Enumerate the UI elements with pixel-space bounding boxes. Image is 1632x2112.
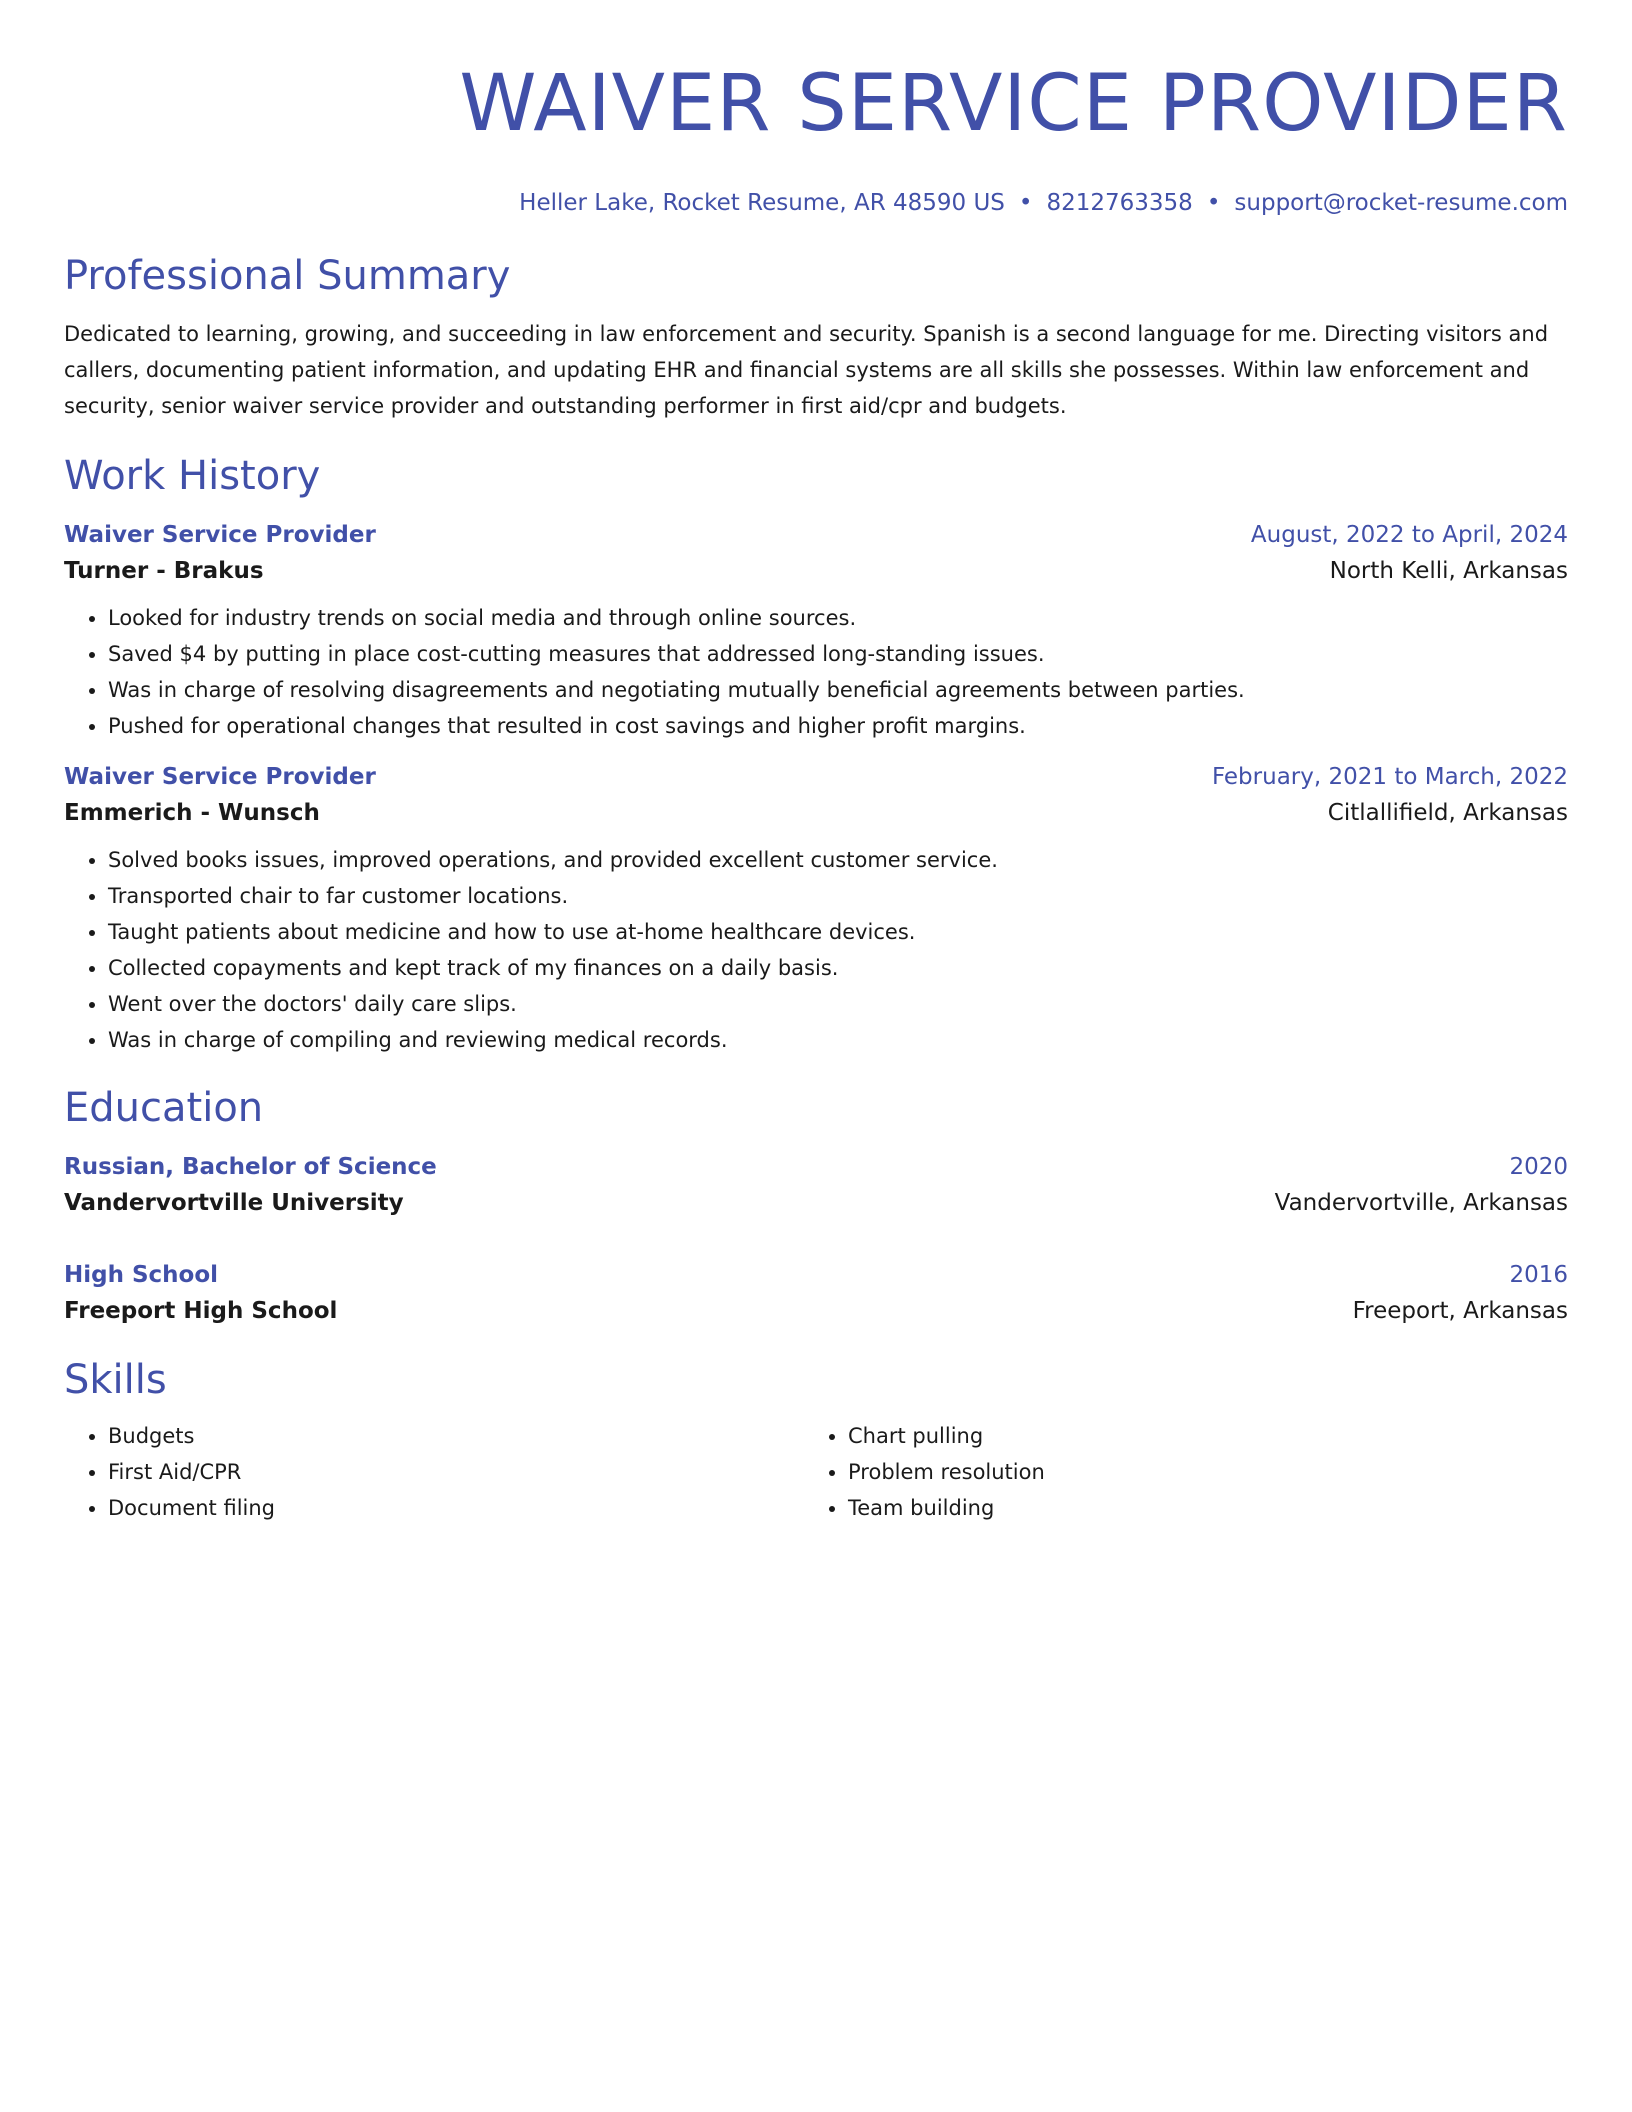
skills-list: [64, 1418, 804, 1526]
education-entry: [64, 1150, 1568, 1222]
education-section: [64, 1084, 1568, 1330]
education-header-row: [64, 1150, 1568, 1184]
contact-separator: •: [1018, 190, 1033, 216]
job-title: Waiver Service Provider: [64, 764, 376, 790]
job-bullet: • Went over the doctors' daily care slips.: [108, 986, 1568, 1022]
resume-page: [64, 0, 1568, 1526]
education-year: 2020: [1509, 1154, 1568, 1180]
job-title: Waiver Service Provider: [64, 522, 376, 548]
summary-text: Dedicated to learning, growing, and succeeding in law enforcement and security. Spanish is a second language for me. Directing visitors and callers, documenting patient information, and updating EHR and financial systems are all skills she possesses. Within law enforcement and security, senior waiver service provider and outstanding performer in first aid/cpr and budgets.: [64, 322, 1549, 418]
contact-email: support@rocket-resume.com: [1234, 190, 1568, 216]
job-company-row: [64, 552, 1568, 590]
summary-section: [64, 252, 1568, 424]
education-header-row: [64, 1258, 1568, 1292]
job-bullet: • Pushed for operational changes that resulted in cost savings and higher profit margins.: [108, 708, 1568, 744]
job-bullet: • Solved books issues, improved operations, and provided excellent customer service.: [108, 842, 1568, 878]
job-bullets: [64, 600, 1568, 744]
skills-list: [804, 1418, 1544, 1526]
job-bullet: • Taught patients about medicine and how to use at-home healthcare devices.: [108, 914, 1568, 950]
job-bullet: • Was in charge of resolving disagreements and negotiating mutually beneficial agreements between parties.: [108, 672, 1568, 708]
resume-title: WAIVER SERVICE PROVIDER: [459, 59, 1568, 149]
contact-address: Heller Lake, Rocket Resume, AR 48590 US: [519, 190, 1005, 216]
education-degree: Russian, Bachelor of Science: [64, 1154, 437, 1180]
education-school: Freeport High School: [64, 1298, 338, 1324]
contact-line: [64, 188, 1568, 218]
education-location: Vandervortville, Arkansas: [1274, 1190, 1568, 1216]
contact-phone: 8212763358: [1046, 190, 1193, 216]
skill-item: • Problem resolution: [848, 1454, 1544, 1490]
job-dates: February, 2021 to March, 2022: [1211, 764, 1568, 790]
skills-heading: Skills: [64, 1357, 167, 1403]
summary-heading: Professional Summary: [64, 253, 511, 299]
job-location: North Kelli, Arkansas: [1329, 558, 1568, 584]
education-school: Vandervortville University: [64, 1190, 404, 1216]
education-school-row: [64, 1292, 1568, 1330]
job-entry: [64, 518, 1568, 744]
skills-column-right: [804, 1418, 1544, 1526]
education-degree: High School: [64, 1262, 219, 1288]
skills-grid: [64, 1418, 1568, 1526]
skills-column-left: [64, 1418, 804, 1526]
job-bullet: • Looked for industry trends on social media and through online sources.: [108, 600, 1568, 636]
job-header-row: [64, 518, 1568, 552]
work-heading: Work History: [64, 453, 321, 499]
job-bullets: [64, 842, 1568, 1058]
skills-section: [64, 1356, 1568, 1526]
skill-item: • Team building: [848, 1490, 1544, 1526]
job-bullet: • Saved $4 by putting in place cost-cutting measures that addressed long-standing issues.: [108, 636, 1568, 672]
work-section: [64, 452, 1568, 1058]
job-bullet: • Transported chair to far customer locations.: [108, 878, 1568, 914]
job-company: Emmerich - Wunsch: [64, 800, 320, 826]
skill-item: • Budgets: [108, 1418, 804, 1454]
job-entry: [64, 760, 1568, 1058]
job-location: Citlallifield, Arkansas: [1327, 800, 1568, 826]
contact-separator: •: [1206, 190, 1221, 216]
education-year: 2016: [1509, 1262, 1568, 1288]
job-company: Turner - Brakus: [64, 558, 264, 584]
education-entry: [64, 1258, 1568, 1330]
job-header-row: [64, 760, 1568, 794]
job-bullet: • Collected copayments and kept track of my finances on a daily basis.: [108, 950, 1568, 986]
skill-item: • Chart pulling: [848, 1418, 1544, 1454]
job-company-row: [64, 794, 1568, 832]
job-dates: August, 2022 to April, 2024: [1250, 522, 1568, 548]
skill-item: • First Aid/CPR: [108, 1454, 804, 1490]
education-school-row: [64, 1184, 1568, 1222]
education-location: Freeport, Arkansas: [1352, 1298, 1568, 1324]
education-heading: Education: [64, 1085, 264, 1131]
skill-item: • Document filing: [108, 1490, 804, 1526]
job-bullet: • Was in charge of compiling and reviewing medical records.: [108, 1022, 1568, 1058]
